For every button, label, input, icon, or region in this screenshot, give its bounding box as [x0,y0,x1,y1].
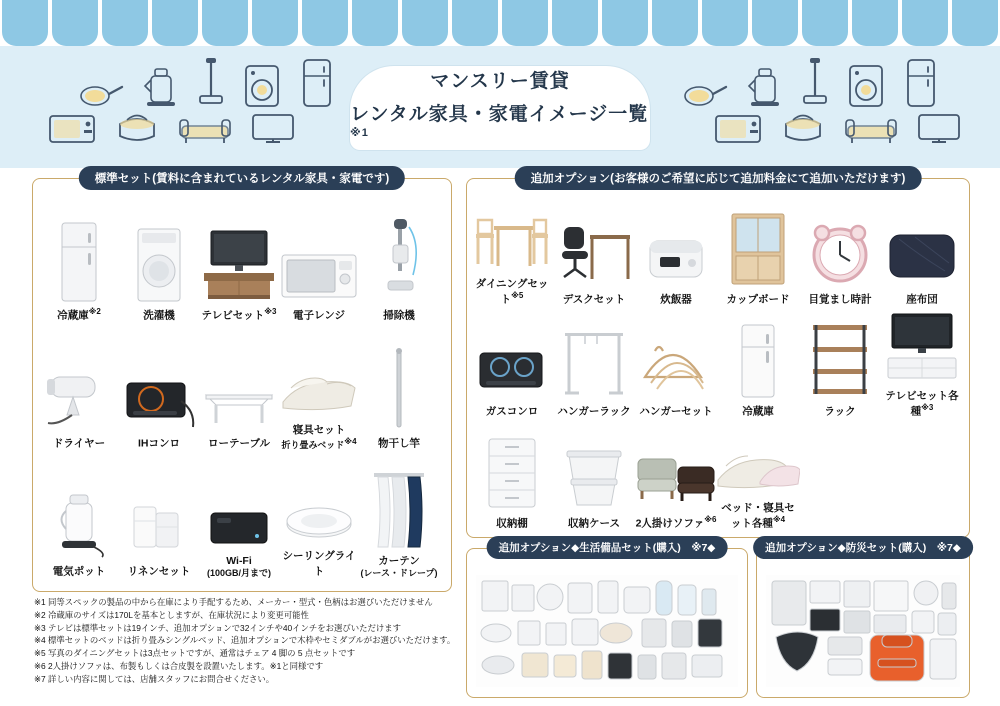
item-hanger-rack [553,307,635,419]
hanger-set-icon [637,321,715,399]
laundry-pole-icon [386,345,412,431]
page-title [350,66,650,150]
microwave-icon [48,112,96,146]
item-electric-kettle [39,451,119,579]
item-caption: 電気ポット [52,565,106,578]
item-hanger-set [635,307,717,419]
item-caption: Wi-Fi (100GB/月まで) [206,554,271,578]
header-icons-left-top [78,58,334,110]
item-caption: ガスコンロ [485,405,539,418]
item-caption: ローテーブル [207,437,271,450]
footnote-6: ※6 2人掛けソファは、布製もしくは合皮製を設置いたします。※1と同様です [34,660,324,671]
rice-cooker-icon [780,112,826,146]
refrigerator-icon [58,217,100,303]
header-icons-left-bottom [48,112,296,146]
wifi-router-icon [205,465,273,551]
tv-icon [916,112,962,146]
item-refrigerator [39,195,119,323]
item-shelf-rack [799,307,881,419]
standard-set-title: 標準セット(賃料に含まれているレンタル家具・家電です) [79,166,405,190]
item-caption: ベッド・寝具セット各種$^{※4}$ [721,502,795,530]
item-tv-set-variants [881,307,963,419]
curtain-icon [370,465,428,551]
awning-scallops [0,0,1000,46]
ceiling-light-icon [281,460,357,546]
item-caption: 洗濯機 [143,309,175,322]
rice-cooker-icon [642,209,710,287]
footnote-7: ※7 詳しい内容に関しては、店舗スタッフにお問合せください。 [34,673,275,684]
tv-icon [250,112,296,146]
item-caption: ハンガーセット [639,405,713,418]
disaster-kit-photo [765,575,961,689]
header-icons-right-top [682,58,938,110]
awning-decoration [0,0,1000,46]
page-title-line2 [350,99,650,149]
item-dining-set [471,195,553,307]
item-low-table [199,323,279,451]
washing-machine-icon [133,217,185,303]
item-storage-chest [471,419,553,531]
option-grid [467,179,977,531]
dining-set-icon [474,196,550,274]
option-panel-title: 追加オプション(お客様のご希望に応じて追加料金にて追加いただけます) [515,166,922,190]
desk-set-icon [556,209,632,287]
item-caption: 炊飯器 [660,293,692,306]
storage-case-icon [559,433,629,511]
hanger-rack-icon [559,321,629,399]
microwave-icon [279,217,359,303]
life-goods-title: 追加オプション◆生活備品セット(購入) ※7◆ [487,536,728,559]
item-caption: 目覚まし時計 [808,293,872,306]
item-caption: ドライヤー [52,437,106,450]
electric-kettle-icon [746,64,784,110]
washing-machine-icon [242,62,282,110]
frying-pan-icon [682,70,728,110]
refrigerator-icon [300,58,334,110]
item-caption: カーテン (レース・ドレープ) [360,554,438,578]
cushion-icon [885,209,959,287]
item-bed-bedding-variants [717,419,799,531]
item-cupboard [717,195,799,307]
item-curtain [359,451,439,579]
alarm-clock-icon [808,209,872,287]
item-caption: 物干し竿 [378,437,420,450]
footnote-5: ※5 写真のダイニングセットは3点セットですが、通常はチェア 4 脚の 5 点セットです [34,648,356,659]
item-caption: カップボード [726,293,790,306]
life-goods-panel [466,542,748,698]
footnotes [34,596,454,685]
rice-cooker-icon [114,112,160,146]
sofa-icon [844,114,898,146]
bed-bedding-variants-icon [716,420,800,498]
item-caption: 冷蔵庫 [742,405,774,418]
item-gas-stove [471,307,553,419]
item-tv-set [199,195,279,323]
footnote-2: ※2 冷蔵庫のサイズは170Lを基本としますが、在庫状況により変更可能性 [34,609,309,620]
item-laundry-pole [359,323,439,451]
item-caption: 冷蔵庫$^{※2}$ [57,307,101,322]
disaster-kit-panel [756,542,970,698]
item-caption: IHコンロ [138,437,180,450]
item-caption: 2人掛けソファ$^{※6}$ [635,515,717,530]
item-caption: 収納ケース [568,517,620,530]
item-alarm-clock [799,195,881,307]
footnote-1: ※1 同等スペックの製品の中から在庫により手配するため、メーカー・型式・色柄はお選びいただけません [34,597,433,607]
shelf-rack-icon [807,321,873,399]
bedding-set-icon [277,334,361,420]
life-goods-photo [475,575,739,689]
item-bedding-set [279,323,359,451]
item-linen-set [119,451,199,579]
ih-cooktop-icon [121,345,197,431]
washing-machine-icon [846,62,886,110]
item-caption: 収納棚 [496,517,528,530]
item-caption: 座布団 [906,293,938,306]
low-table-icon [200,345,278,431]
vacuum-cleaner-icon [198,58,224,110]
gas-stove-icon [474,321,550,399]
refrigerator-icon [904,58,938,110]
item-caption: テレビセット$^{※3}$ [201,307,277,322]
item-refrigerator-option [717,307,799,419]
footnote-4: ※4 標準セットのベッドは折り畳みシングルベッド、追加オプションで木枠やセミダブルがお選びいただけます。 [34,635,456,646]
item-caption: ダイニングセット$^{※5}$ [475,278,549,306]
refrigerator-icon [736,321,780,399]
two-seat-sofa-icon [634,433,718,511]
microwave-icon [714,112,762,146]
electric-kettle-icon [50,473,108,559]
storage-chest-icon [483,433,541,511]
page-title-note: ※1 [350,127,369,140]
item-desk-set [553,195,635,307]
standard-set-panel [32,173,452,592]
linen-set-icon [126,473,192,559]
item-storage-case [553,419,635,531]
item-caption: 寝具セット 折り畳みベッド※4 [281,423,357,450]
item-washing-machine [119,195,199,323]
item-hair-dryer [39,323,119,451]
item-ceiling-light [279,451,359,579]
sofa-icon [178,114,232,146]
tv-set-variants-icon [882,308,962,386]
cupboard-icon [727,209,789,287]
vacuum-cleaner-icon [802,58,828,110]
page-title-line1: マンスリー賃貸 [430,71,570,93]
frying-pan-icon [78,70,124,110]
option-panel [466,173,970,538]
hair-dryer-icon [43,345,115,431]
electric-kettle-icon [142,64,180,110]
vacuum-cleaner-icon [376,217,422,303]
item-caption: ハンガーラック [557,405,631,418]
item-caption: リネンセット [127,565,191,578]
page-header [0,0,1000,168]
item-ih-cooktop [119,323,199,451]
page-title-line2-text: レンタル家具・家電イメージ一覧 [350,104,649,126]
item-caption: 電子レンジ [293,309,345,322]
item-wifi-router [199,451,279,579]
item-two-seat-sofa [635,419,717,531]
disaster-kit-title: 追加オプション◆防災セット(購入) ※7◆ [753,536,973,559]
item-caption: デスクセット [562,293,626,306]
item-rice-cooker [635,195,717,307]
item-caption: シーリングライト [282,550,356,578]
item-caption: テレビセット各種$^{※3}$ [885,390,959,418]
item-caption: ラック [824,405,856,418]
item-caption: 掃除機 [383,309,415,322]
standard-set-grid [33,179,463,579]
tv-set-icon [200,217,278,303]
item-vacuum-cleaner [359,195,439,323]
header-icons-right-bottom [714,112,962,146]
item-microwave [279,195,359,323]
footnote-3: ※3 テレビは標準セットは19インチ、追加オプションで32インチや40インチをお選びいただけます [34,622,402,633]
item-cushion [881,195,963,307]
